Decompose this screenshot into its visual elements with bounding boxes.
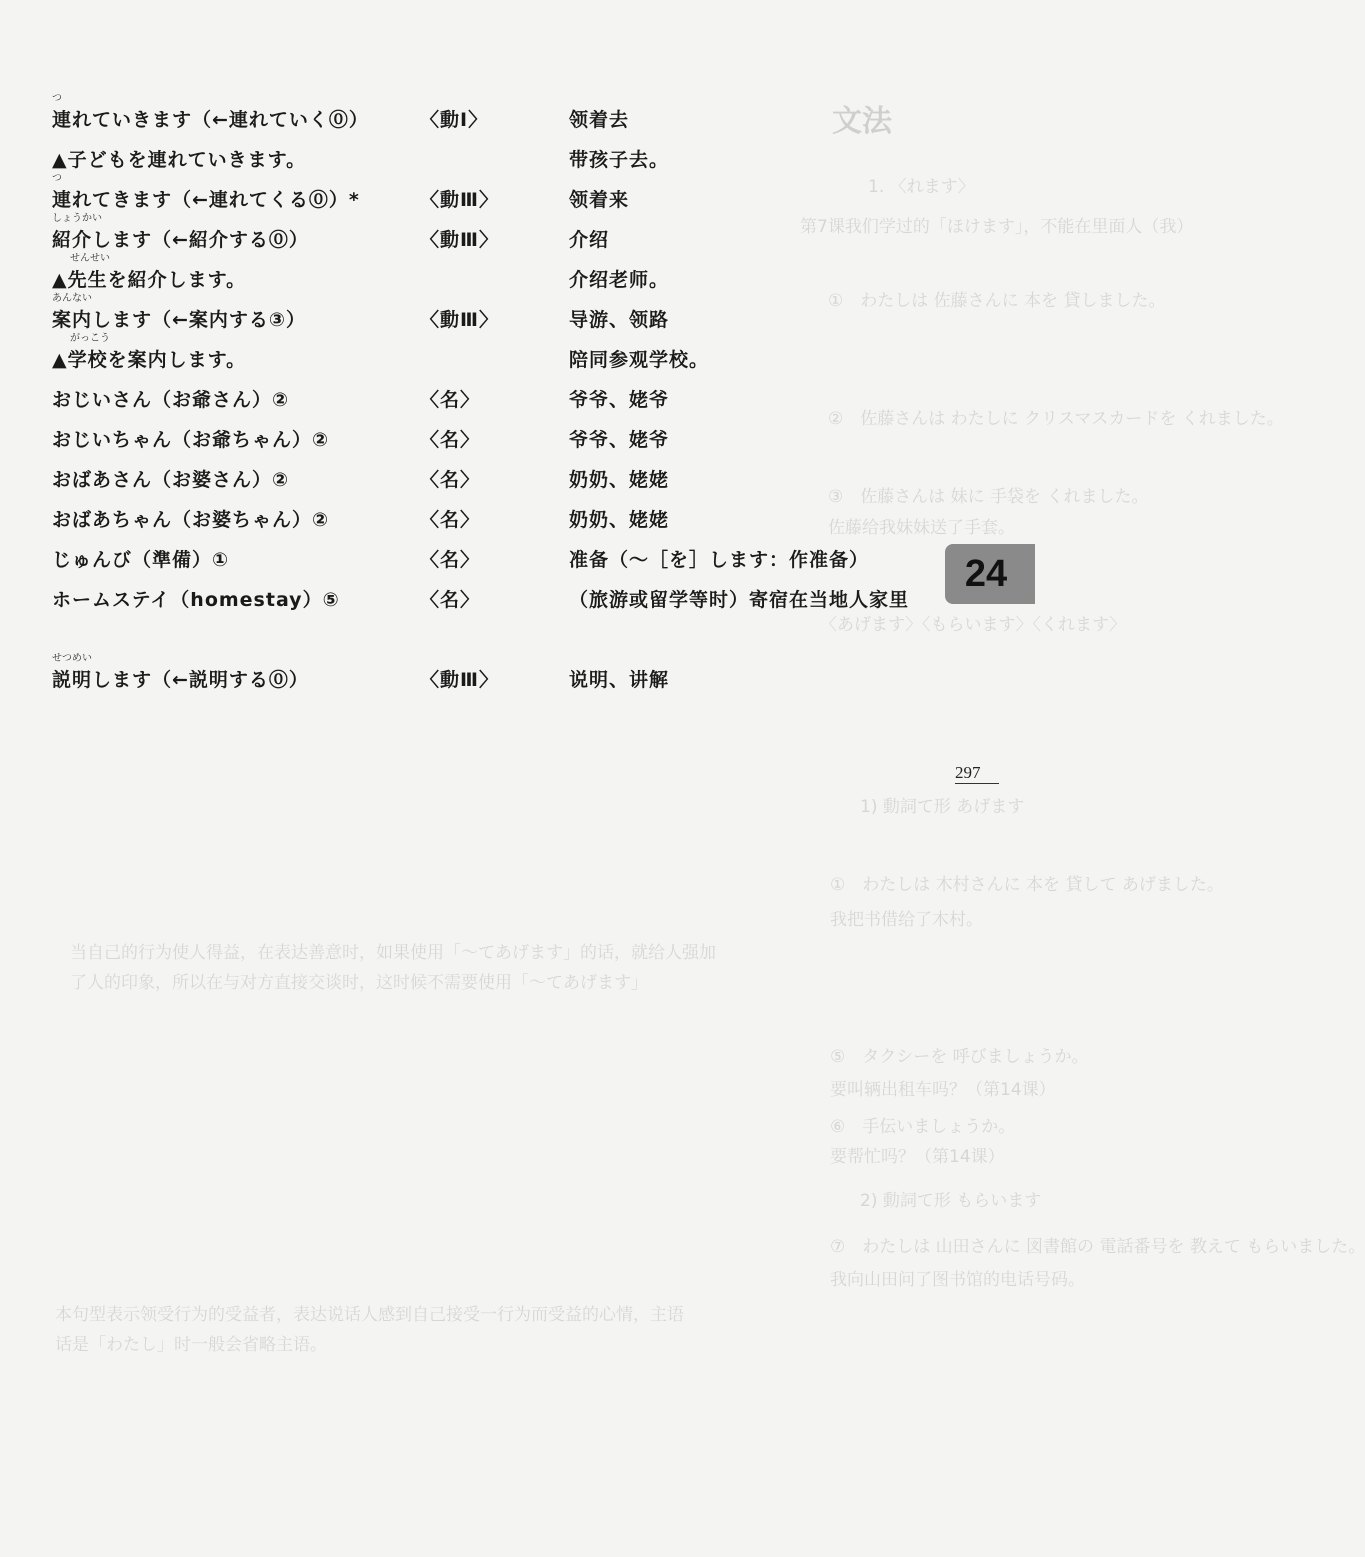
vocab-part-of-speech: 〈名〉: [420, 549, 481, 571]
bleed-line: 了人的印象，所以在与对方直接交谈时，这时候不需要使用「～てあげます」: [70, 973, 648, 993]
vocab-furigana: せつめい: [52, 653, 92, 664]
vocab-part-of-speech: 〈動Ⅰ〉: [420, 109, 489, 131]
vocab-entry: [52, 653, 932, 708]
vocab-furigana: あんない: [52, 293, 92, 304]
bleed-line: ③ 佐藤さんは 妹に 手袋を くれました。: [828, 487, 1149, 507]
vocab-japanese: じゅんび（準備）①: [52, 549, 230, 571]
bleed-line: ② 佐藤さんは わたしに クリスマスカードを くれました。: [828, 409, 1284, 429]
vocab-chinese: 陪同参观学校。: [569, 349, 710, 371]
vocab-japanese: 説明します（←説明する⓪）: [52, 669, 309, 691]
bleed-line: 本句型表示领受行为的受益者，表达说话人感到自己接受一行为而受益的心情，主语: [55, 1305, 684, 1325]
vocab-chinese: 领着去: [569, 109, 630, 131]
vocab-entry: [52, 333, 932, 388]
vocab-part-of-speech: 〈名〉: [420, 389, 481, 411]
vocab-chinese: 奶奶、姥姥: [569, 469, 670, 491]
bleed-line: ⑥ 手伝いましょうか。: [830, 1117, 1016, 1137]
vocab-part-of-speech: 〈動Ⅲ〉: [420, 189, 499, 211]
vocab-japanese: おばあさん（お婆さん）②: [52, 469, 290, 491]
bleed-line: 要叫辆出租车吗？（第14课）: [830, 1080, 1056, 1100]
vocab-japanese: 連れていきます（←連れていく⓪）: [52, 109, 369, 131]
vocab-entry: [52, 213, 932, 268]
bleed-line: 佐藤给我妹妹送了手套。: [828, 518, 1015, 538]
vocab-part-of-speech: 〈動Ⅲ〉: [420, 669, 499, 691]
vocab-furigana: しょうかい: [52, 213, 102, 224]
bleed-line: 第7课我们学过的「ほけます」，不能在里面人（我）: [800, 217, 1194, 237]
vocab-furigana: がっこう: [70, 333, 110, 344]
vocab-furigana: つ: [52, 93, 62, 104]
vocab-chinese: 导游、领路: [569, 309, 670, 331]
vocab-part-of-speech: 〈動Ⅲ〉: [420, 229, 499, 251]
bleed-heading: 文法: [832, 104, 892, 139]
vocab-japanese: 紹介します（←紹介する⓪）: [52, 229, 309, 251]
vocab-part-of-speech: 〈動Ⅲ〉: [420, 309, 499, 331]
vocab-chinese: 爷爷、姥爷: [569, 389, 670, 411]
vocab-chinese: 说明、讲解: [569, 669, 670, 691]
vocab-entry: [52, 428, 932, 468]
vocab-chinese: （旅游或留学等时）寄宿在当地人家里: [569, 589, 910, 611]
vocab-japanese: ▲先生を紹介します。: [52, 269, 247, 291]
vocab-entry: [52, 588, 932, 628]
vocab-chinese: 爷爷、姥爷: [569, 429, 670, 451]
bleed-line: 1. 〈れます〉: [868, 177, 975, 197]
vocab-furigana: せんせい: [70, 253, 110, 264]
vocab-entry: [52, 253, 932, 308]
vocab-part-of-speech: 〈名〉: [420, 589, 481, 611]
vocab-japanese: ホームステイ（homestay）⑤: [52, 589, 340, 611]
vocab-entry: [52, 148, 932, 188]
vocab-entry: [52, 388, 932, 428]
vocab-japanese: 案内します（←案内する③）: [52, 309, 307, 331]
vocab-furigana: つ: [52, 173, 62, 184]
vocab-chinese: 介绍老师。: [569, 269, 670, 291]
bleed-line: 〈あげます〉〈もらいます〉〈くれます〉: [820, 615, 1126, 635]
vocab-japanese: ▲学校を案内します。: [52, 349, 247, 371]
bleed-line: 2) 動詞て形 もらいます: [860, 1191, 1042, 1211]
bleed-line: ① わたしは 佐藤さんに 本を 貸しました。: [828, 291, 1166, 311]
bleed-line: 当自己的行为使人得益，在表达善意时，如果使用「～てあげます」的话，就给人强加: [70, 943, 716, 963]
bleed-line: ⑤ タクシーを 呼びましょうか。: [830, 1047, 1089, 1067]
vocab-entry: [52, 293, 932, 348]
bleed-line: 要帮忙吗？（第14课）: [830, 1147, 1005, 1167]
chapter-tab: 24: [945, 544, 1035, 604]
bleed-line: 我把书借给了木村。: [830, 910, 983, 930]
bleed-line: ⑦ わたしは 山田さんに 図書館の 電話番号を 教えて もらいました。: [830, 1237, 1365, 1257]
vocab-japanese: おばあちゃん（お婆ちゃん）②: [52, 509, 330, 531]
vocab-japanese: おじいさん（お爺さん）②: [52, 389, 290, 411]
vocab-japanese: おじいちゃん（お爺ちゃん）②: [52, 429, 330, 451]
vocab-japanese: 連れてきます（←連れてくる⓪）*: [52, 189, 360, 211]
vocab-japanese: ▲子どもを連れていきます。: [52, 149, 307, 171]
bleed-line: 话是「わたし」时一般会省略主语。: [55, 1335, 327, 1355]
bleed-line: 我向山田问了图书馆的电话号码。: [830, 1270, 1085, 1290]
vocab-part-of-speech: 〈名〉: [420, 509, 481, 531]
vocab-entry: [52, 93, 932, 148]
vocab-part-of-speech: 〈名〉: [420, 429, 481, 451]
vocab-entry: [52, 468, 932, 508]
bleed-line: 1) 動詞て形 あげます: [860, 797, 1025, 817]
vocab-chinese: 领着来: [569, 189, 630, 211]
vocab-chinese: 介绍: [569, 229, 610, 251]
vocab-part-of-speech: 〈名〉: [420, 469, 481, 491]
vocab-chinese: 奶奶、姥姥: [569, 509, 670, 531]
bleed-line: ① わたしは 木村さんに 本を 貸して あげました。: [830, 875, 1224, 895]
page-number: 297: [955, 763, 999, 784]
vocab-chinese: 带孩子去。: [569, 149, 670, 171]
vocab-chinese: 准备（～［を］します：作准备）: [569, 549, 870, 571]
